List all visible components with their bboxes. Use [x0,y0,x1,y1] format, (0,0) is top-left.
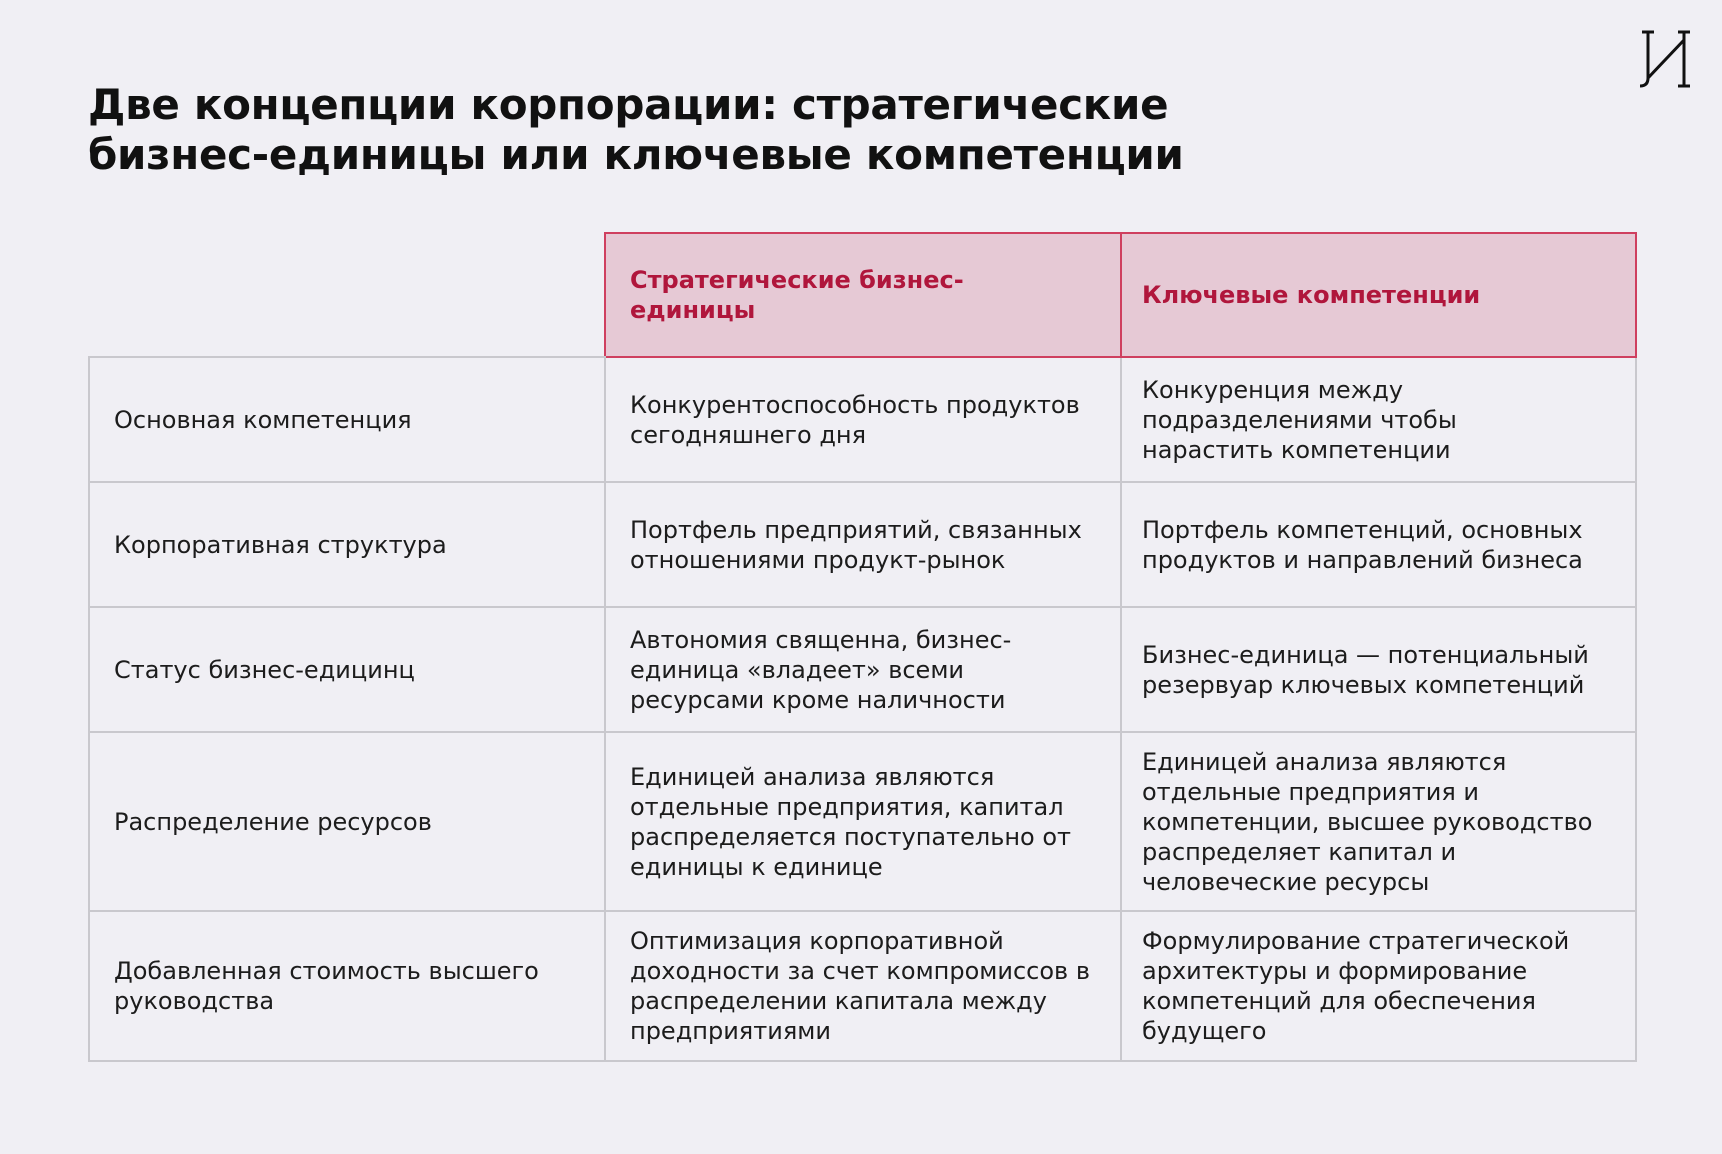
row-label-cell [89,607,605,732]
table-row [89,482,1636,607]
row-label-cell [89,482,605,607]
header-sbu-label: Стратегические бизнес-единицы [630,266,964,324]
row-label: Статус бизнес-едицинц [114,655,415,684]
core-cell [1121,357,1636,482]
core-text: Портфель компетенций, основных продуктов и направлений бизнеса [1142,515,1583,574]
header-empty-cell [89,233,605,357]
sbu-text: Портфель предприятий, связанных отношениями продукт-рынок [630,515,1082,574]
title-line-1: Две концепции корпорации: стратегические [88,80,1169,129]
row-label: Распределение ресурсов [114,807,432,836]
core-cell [1121,732,1636,911]
table-header-row [89,233,1636,357]
row-label: Добавленная стоимость высшего руководства [114,957,539,1015]
row-label-cell [89,911,605,1061]
table-row [89,911,1636,1061]
header-sbu [605,233,1121,357]
core-cell [1121,911,1636,1061]
table-row [89,607,1636,732]
core-text: Единицей анализа являются отдельные предприятия и компетенции, высшее руководство распределяет капитал и человеческие ресурсы [1142,747,1593,896]
core-cell [1121,482,1636,607]
sbu-cell [605,357,1121,482]
comparison-table [88,232,1637,1062]
sbu-cell [605,607,1121,732]
sbu-cell [605,911,1121,1061]
sbu-text: Автономия священна, бизнес-единица «владеет» всеми ресурсами кроме наличности [630,625,1012,714]
core-cell [1121,607,1636,732]
row-label: Корпоративная структура [114,530,447,559]
page-title [88,80,1388,180]
header-core-competencies [1121,233,1636,357]
sbu-text: Конкурентоспособность продуктов сегодняшнего дня [630,390,1080,449]
table-row [89,357,1636,482]
sbu-text: Оптимизация корпоративной доходности за счет компромиссов в распределении капитала между предприятиями [630,927,1090,1045]
header-core-label: Ключевые компетенции [1142,281,1481,309]
row-label-cell [89,357,605,482]
table-row [89,732,1636,911]
core-text: Бизнес-единица — потенциальный резервуар ключевых компетенций [1142,640,1589,699]
row-label: Основная компетенция [114,405,412,434]
core-text: Конкуренция между подразделениями чтобы нарастить компетенции [1142,375,1457,464]
sbu-cell [605,482,1121,607]
title-line-2: бизнес-единицы или ключевые компетенции [88,130,1184,179]
sbu-text: Единицей анализа являются отдельные предприятия, капитал распределяется поступательно от единицы к единице [630,762,1072,881]
sbu-cell [605,732,1121,911]
core-text: Формулирование стратегической архитектуры и формирование компетенций для обеспечения будущего [1142,927,1570,1045]
row-label-cell [89,732,605,911]
logo-icon [1636,28,1694,90]
